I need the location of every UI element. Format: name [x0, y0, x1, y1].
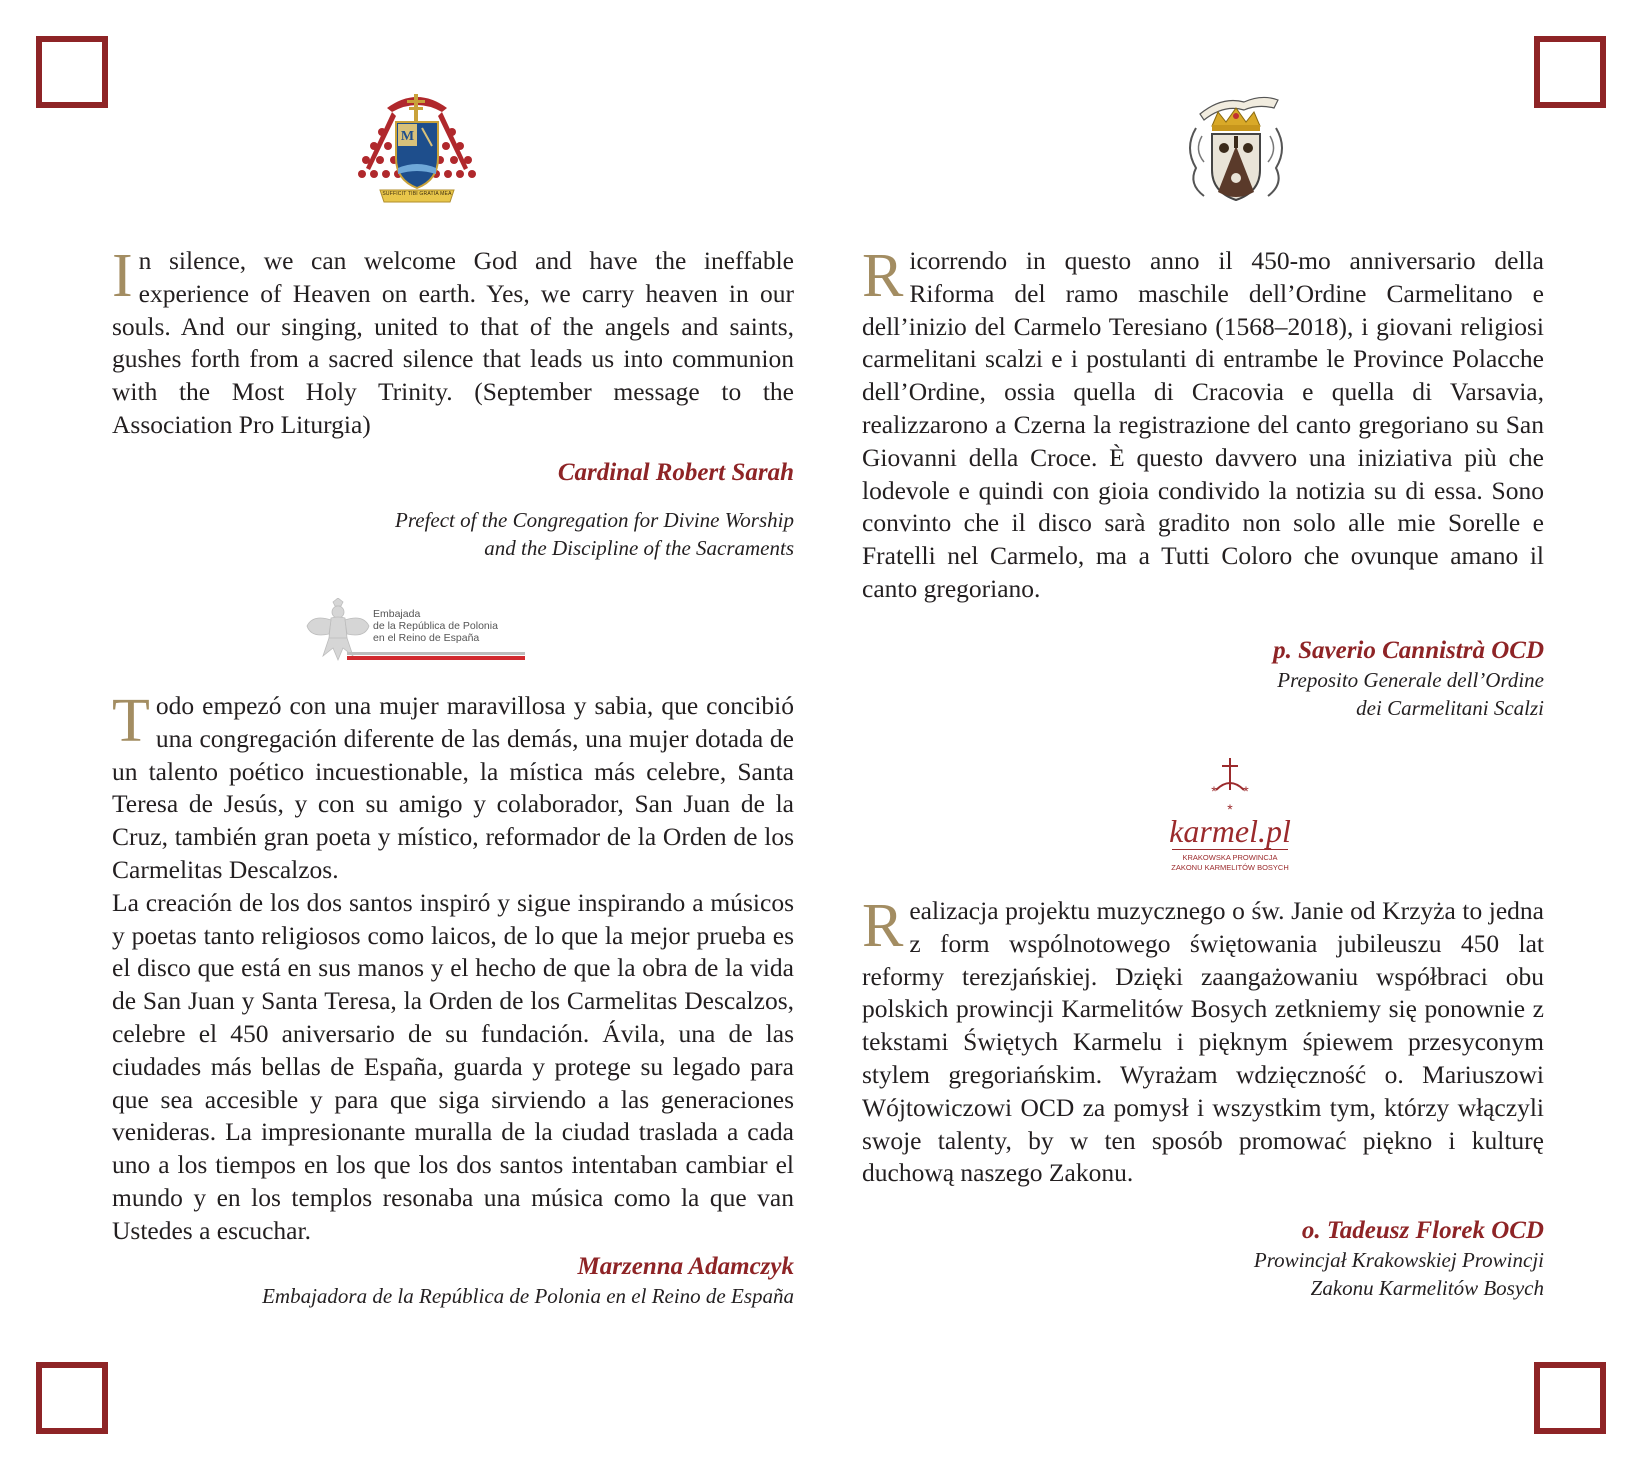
embassy-paragraph-2: La creación de los dos santos inspiró y sigue inspirando a músicos y poetas tanto religiosos como laicos, de lo que la mejor prueba es el disco que está en sus manos y el hecho de que la obra de la vida de San Juan y Santa Teresa, la Orden de los Carmelitas Descalzos, celebre el 450 aniversario de su fundación. Ávila, una de las ciudades más bellas de España, guarda y protege su legado para que sea accesible y para que siga sirviendo a las generaciones venideras. La impresionante muralla de la ciudad traslada a cada uno a los tiempos en los que los dos santos intentaban cambiar el mundo y en los templos resonaba una música como la que van Ustedes a escuchar.: [112, 887, 794, 1245]
cannistra-section: [862, 242, 1544, 722]
svg-text:M: M: [400, 129, 415, 144]
cannistra-paragraph: [862, 242, 1544, 606]
signature-name: Cardinal Robert Sarah: [557, 458, 794, 486]
corner-frame-bottom-left: [36, 1362, 108, 1434]
corner-frame-top-right: [1534, 36, 1606, 108]
dropcap: R: [862, 242, 904, 310]
embassy-logo-line3: en el Reino de España: [373, 632, 480, 644]
sarah-paragraph: [112, 242, 794, 442]
karmel-logo-sub1: KRAKOWSKA PROWINCJA: [1182, 853, 1278, 862]
embassy-logo-line1: Embajada: [373, 608, 421, 620]
signature-role: Zakonu Karmelitów Bosych: [1310, 1276, 1544, 1301]
karmel-logo-wordmark: karmel.pl: [1169, 813, 1291, 849]
cardinal-coat-of-arms-icon: [352, 88, 482, 208]
florek-text: ealizacja projektu muzycznego o św. Janie od Krzyża to jedna z form wspólnotowego świętowania jubileuszu 450 lat reformy terezjańskiej. Dzięki zaangażowaniu współbraci obu polskich prowincji Karmelitów Bosych zetkniemy się ponownie z tekstami Świętych Karmelu i pięknym śpiewem przesyconym stylem gregoriańskim. Wyrażam wdzięczność o. Mariuszowi Wójtowiczowi OCD za pomysł i wszystkim tym, którzy włączyli swoje talenty, by w ten sposób promować piękno i kulturę duchową naszego Zakonu.: [862, 896, 1544, 1188]
karmel-logo-rule: [1172, 849, 1288, 850]
embassy-text-1: odo empezó con una mujer maravillosa y sabia, que concibió una congregación diferente de las demás, una mujer dotada de un talento poético incuestionable, la mística más celebre, Santa Teresa de Jesús, y con su amigo y colaborador, San Juan de la Cruz, también gran poeta y místico, reformador de la Orden de los Carmelitas Descalzos.: [112, 691, 794, 884]
signature-role: Preposito Generale dell’Ordine: [1277, 667, 1544, 692]
sarah-section: [112, 242, 794, 562]
cannistra-text: icorrendo in questo anno il 450-mo anniversario della Riforma del ramo maschile dell’Ordine Carmelitano e dell’inizio del Carmelo Teresiano (1568–2018), i giovani religiosi carmelitani scalzi e i postulanti di entrambe le Province Polacche dell’Ordine, ossia quella di Cracovia e quella di Varsavia, realizzarono a Czerna la registrazione del canto gregoriano su San Giovanni della Croce. È questo davvero una iniziativa più che lodevole e quindi con gioia condivido la notizia su di essa. Sono convinto che il disco sarà gradito non solo alle mie Sorelle e Fratelli nel Carmelo, ma a Tutti Coloro che ovunque amano il canto gregoriano.: [862, 246, 1544, 603]
corner-frame-bottom-right: [1534, 1362, 1606, 1434]
signature-role: Embajadora de la República de Polonia en el Reino de España: [262, 1283, 794, 1308]
florek-section: [862, 892, 1544, 1302]
dropcap: I: [112, 242, 133, 310]
embassy-logo-line2: de la República de Polonia: [373, 620, 498, 632]
dropcap: R: [862, 892, 904, 960]
corner-frame-top-left: [36, 36, 108, 108]
florek-paragraph: [862, 892, 1544, 1190]
signature-name: Marzenna Adamczyk: [577, 1252, 794, 1280]
karmel-logo-sub2: ZAKONU KARMELITÓW BOSYCH: [1171, 863, 1289, 872]
signature-role: and the Discipline of the Sacraments: [484, 535, 794, 560]
signature-name: p. Saverio Cannistrà OCD: [1273, 636, 1544, 664]
signature-role: dei Carmelitani Scalzi: [1356, 695, 1544, 720]
signature-role: Prefect of the Congregation for Divine Worship: [395, 507, 794, 532]
karmel-logo: [1160, 756, 1300, 876]
cardinal-motto: SUFFICIT TIBI GRATIA MEA: [382, 191, 452, 197]
svg-text:*: *: [1211, 783, 1217, 799]
embassy-section: [112, 687, 794, 1310]
carmelite-coat-of-arms-icon: [1182, 92, 1290, 208]
signature-name: o. Tadeusz Florek OCD: [1301, 1217, 1544, 1245]
embassy-logo-bar-red: [347, 656, 525, 660]
embassy-logo-bar-gray: [347, 652, 525, 655]
sarah-text: n silence, we can welcome God and have the ineffable experience of Heaven on earth. Yes, we carry heaven in our souls. And our singing, united to that of the angels and saints, gushes forth from a sacred silence that leads us into communion with the Most Holy Trinity. (September message to the Association Pro Liturgia): [112, 246, 794, 439]
embassy-paragraph-1: [112, 687, 794, 887]
embassy-logo: [305, 598, 525, 668]
signature-role: Prowincjał Krakowskiej Prowincji: [1253, 1248, 1544, 1273]
dropcap: T: [112, 687, 150, 755]
svg-text:*: *: [1243, 783, 1249, 799]
cross-stars-icon: [1160, 756, 1300, 818]
svg-text:*: *: [1227, 801, 1233, 817]
